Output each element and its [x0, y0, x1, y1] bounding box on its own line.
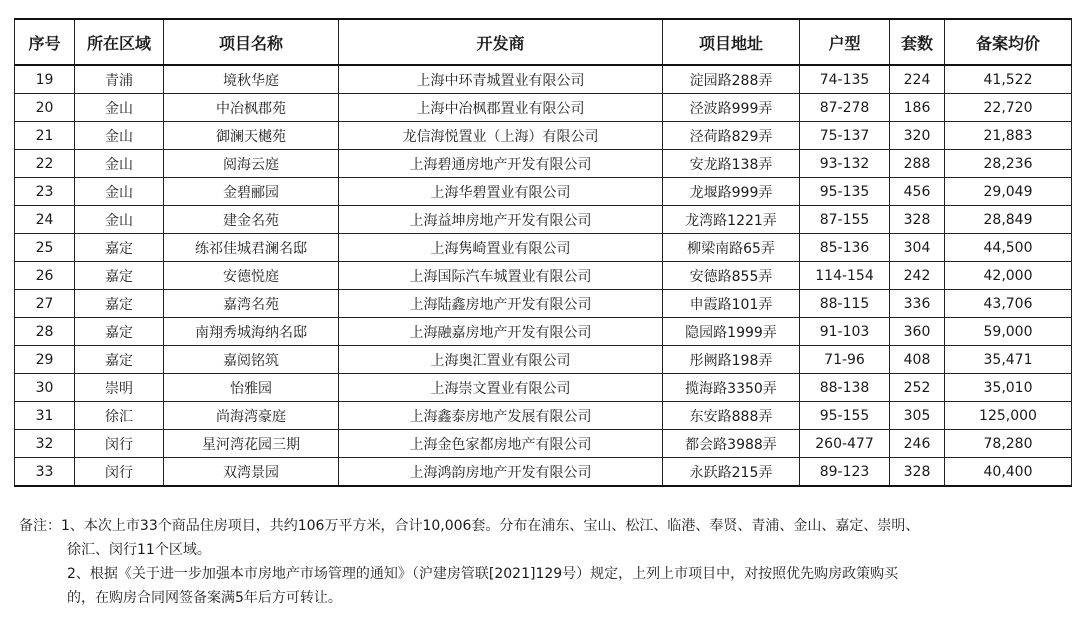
project-name-cell: 阅海云庭: [164, 150, 339, 178]
unit-size-cell: 87-278: [800, 94, 890, 122]
address-cell: 揽海路3350弄: [663, 374, 800, 402]
district-cell: 徐汇: [75, 402, 164, 430]
avg-price-cell: 41,522: [945, 65, 1072, 94]
serial-cell: 19: [15, 65, 75, 94]
developer-cell: 上海鑫泰房地产发展有限公司: [339, 402, 663, 430]
table-row: [15, 374, 1072, 402]
district-cell: 金山: [75, 122, 164, 150]
unit-count-cell: 186: [890, 94, 945, 122]
col-header-serial: 序号: [15, 19, 75, 65]
project-name-cell: 练祁佳城君澜名邸: [164, 234, 339, 262]
avg-price-cell: 22,720: [945, 94, 1072, 122]
table-row: [15, 290, 1072, 318]
avg-price-cell: 78,280: [945, 430, 1072, 458]
unit-size-cell: 87-155: [800, 206, 890, 234]
unit-count-cell: 288: [890, 150, 945, 178]
developer-cell: 上海中环青城置业有限公司: [339, 65, 663, 94]
unit-count-cell: 456: [890, 178, 945, 206]
developer-cell: 龙信海悦置业（上海）有限公司: [339, 122, 663, 150]
address-cell: 隐园路1999弄: [663, 318, 800, 346]
developer-cell: 上海融嘉房地产开发有限公司: [339, 318, 663, 346]
address-cell: 都会路3988弄: [663, 430, 800, 458]
unit-count-cell: 246: [890, 430, 945, 458]
serial-cell: 32: [15, 430, 75, 458]
serial-cell: 30: [15, 374, 75, 402]
serial-cell: 21: [15, 122, 75, 150]
serial-cell: 28: [15, 318, 75, 346]
district-cell: 闵行: [75, 458, 164, 487]
address-cell: 柳梁南路65弄: [663, 234, 800, 262]
developer-cell: 上海碧通房地产开发有限公司: [339, 150, 663, 178]
unit-count-cell: 224: [890, 65, 945, 94]
address-cell: 龙湾路1221弄: [663, 206, 800, 234]
table-row: [15, 94, 1072, 122]
col-header-district: 所在区域: [75, 19, 164, 65]
address-cell: 彤阙路198弄: [663, 346, 800, 374]
avg-price-cell: 59,000: [945, 318, 1072, 346]
unit-size-cell: 71-96: [800, 346, 890, 374]
avg-price-cell: 42,000: [945, 262, 1072, 290]
table-row: [15, 430, 1072, 458]
address-cell: 龙堰路999弄: [663, 178, 800, 206]
developer-cell: 上海崇文置业有限公司: [339, 374, 663, 402]
project-name-cell: 南翔秀城海纳名邸: [164, 318, 339, 346]
remark-line-2: 徐汇、闵行11个区域。: [67, 542, 211, 558]
table-row: [15, 346, 1072, 374]
developer-cell: 上海奥汇置业有限公司: [339, 346, 663, 374]
developer-cell: 上海鸿韵房地产开发有限公司: [339, 458, 663, 487]
table-body: [15, 65, 1072, 486]
remark-line-1: 备注：1、本次上市33个商品住房项目，共约106万平方米，合计10,006套。分布在浦东、宝山、松江、临港、奉贤、青浦、金山、嘉定、崇明、: [19, 518, 920, 534]
project-name-cell: 嘉阅铭筑: [164, 346, 339, 374]
project-name-cell: 嘉湾名苑: [164, 290, 339, 318]
project-name-cell: 金碧郦园: [164, 178, 339, 206]
unit-size-cell: 260-477: [800, 430, 890, 458]
unit-count-cell: 320: [890, 122, 945, 150]
unit-size-cell: 88-138: [800, 374, 890, 402]
unit-count-cell: 305: [890, 402, 945, 430]
table-row: [15, 178, 1072, 206]
unit-count-cell: 252: [890, 374, 945, 402]
unit-count-cell: 360: [890, 318, 945, 346]
serial-cell: 29: [15, 346, 75, 374]
avg-price-cell: 21,883: [945, 122, 1072, 150]
district-cell: 金山: [75, 94, 164, 122]
developer-cell: 上海隽崎置业有限公司: [339, 234, 663, 262]
remark-line-4: 的，在购房合同网签备案满5年后方可转让。: [67, 590, 342, 606]
table-row: [15, 122, 1072, 150]
avg-price-cell: 35,471: [945, 346, 1072, 374]
address-cell: 永跃路215弄: [663, 458, 800, 487]
district-cell: 金山: [75, 206, 164, 234]
project-name-cell: 境秋华庭: [164, 65, 339, 94]
district-cell: 青浦: [75, 65, 164, 94]
unit-size-cell: 93-132: [800, 150, 890, 178]
developer-cell: 上海金色家都房地产有限公司: [339, 430, 663, 458]
serial-cell: 23: [15, 178, 75, 206]
table-row: [15, 402, 1072, 430]
avg-price-cell: 40,400: [945, 458, 1072, 487]
district-cell: 嘉定: [75, 262, 164, 290]
project-name-cell: 中冶枫郡苑: [164, 94, 339, 122]
developer-cell: 上海益坤房地产开发有限公司: [339, 206, 663, 234]
unit-count-cell: 304: [890, 234, 945, 262]
avg-price-cell: 35,010: [945, 374, 1072, 402]
avg-price-cell: 28,849: [945, 206, 1072, 234]
project-name-cell: 双湾景园: [164, 458, 339, 487]
table-row: [15, 318, 1072, 346]
col-header-unit-size: 户型: [800, 19, 890, 65]
serial-cell: 27: [15, 290, 75, 318]
district-cell: 嘉定: [75, 318, 164, 346]
unit-size-cell: 74-135: [800, 65, 890, 94]
district-cell: 嘉定: [75, 290, 164, 318]
unit-count-cell: 336: [890, 290, 945, 318]
developer-cell: 上海国际汽车城置业有限公司: [339, 262, 663, 290]
address-cell: 安龙路138弄: [663, 150, 800, 178]
district-cell: 嘉定: [75, 234, 164, 262]
unit-size-cell: 91-103: [800, 318, 890, 346]
table-row: [15, 206, 1072, 234]
serial-cell: 31: [15, 402, 75, 430]
project-name-cell: 星河湾花园三期: [164, 430, 339, 458]
serial-cell: 22: [15, 150, 75, 178]
serial-cell: 25: [15, 234, 75, 262]
developer-cell: 上海华碧置业有限公司: [339, 178, 663, 206]
project-name-cell: 建金名苑: [164, 206, 339, 234]
serial-cell: 26: [15, 262, 75, 290]
table-row: [15, 150, 1072, 178]
col-header-developer: 开发商: [339, 19, 663, 65]
address-cell: 泾荷路829弄: [663, 122, 800, 150]
serial-cell: 20: [15, 94, 75, 122]
address-cell: 东安路888弄: [663, 402, 800, 430]
table-row: [15, 234, 1072, 262]
unit-count-cell: 328: [890, 206, 945, 234]
unit-size-cell: 75-137: [800, 122, 890, 150]
serial-cell: 33: [15, 458, 75, 487]
col-header-unit-count: 套数: [890, 19, 945, 65]
table-row: [15, 65, 1072, 94]
unit-size-cell: 85-136: [800, 234, 890, 262]
district-cell: 金山: [75, 178, 164, 206]
address-cell: 泾波路999弄: [663, 94, 800, 122]
avg-price-cell: 44,500: [945, 234, 1072, 262]
col-header-project-name: 项目名称: [164, 19, 339, 65]
district-cell: 金山: [75, 150, 164, 178]
unit-size-cell: 114-154: [800, 262, 890, 290]
table-row: [15, 458, 1072, 487]
housing-listing-table: [14, 18, 1072, 487]
table-row: [15, 262, 1072, 290]
unit-count-cell: 408: [890, 346, 945, 374]
project-name-cell: 安德悦庭: [164, 262, 339, 290]
avg-price-cell: 29,049: [945, 178, 1072, 206]
avg-price-cell: 43,706: [945, 290, 1072, 318]
district-cell: 崇明: [75, 374, 164, 402]
unit-size-cell: 88-115: [800, 290, 890, 318]
unit-size-cell: 89-123: [800, 458, 890, 487]
serial-cell: 24: [15, 206, 75, 234]
col-header-address: 项目地址: [663, 19, 800, 65]
developer-cell: 上海中冶枫郡置业有限公司: [339, 94, 663, 122]
avg-price-cell: 28,236: [945, 150, 1072, 178]
developer-cell: 上海陆鑫房地产开发有限公司: [339, 290, 663, 318]
avg-price-cell: 125,000: [945, 402, 1072, 430]
col-header-avg-price: 备案均价: [945, 19, 1072, 65]
unit-size-cell: 95-155: [800, 402, 890, 430]
unit-count-cell: 242: [890, 262, 945, 290]
remarks-section: [19, 514, 1069, 610]
remark-line-3: 2、根据《关于进一步加强本市房地产市场管理的通知》（沪建房管联[2021]129号）规定，上列上市项目中，对按照优先购房政策购买: [67, 566, 899, 582]
project-name-cell: 尚海湾豪庭: [164, 402, 339, 430]
table-header-row: [15, 19, 1072, 65]
address-cell: 安德路855弄: [663, 262, 800, 290]
address-cell: 申霞路101弄: [663, 290, 800, 318]
project-name-cell: 御澜天樾苑: [164, 122, 339, 150]
project-name-cell: 怡雅园: [164, 374, 339, 402]
address-cell: 淀园路288弄: [663, 65, 800, 94]
district-cell: 嘉定: [75, 346, 164, 374]
unit-count-cell: 328: [890, 458, 945, 487]
unit-size-cell: 95-135: [800, 178, 890, 206]
district-cell: 闵行: [75, 430, 164, 458]
